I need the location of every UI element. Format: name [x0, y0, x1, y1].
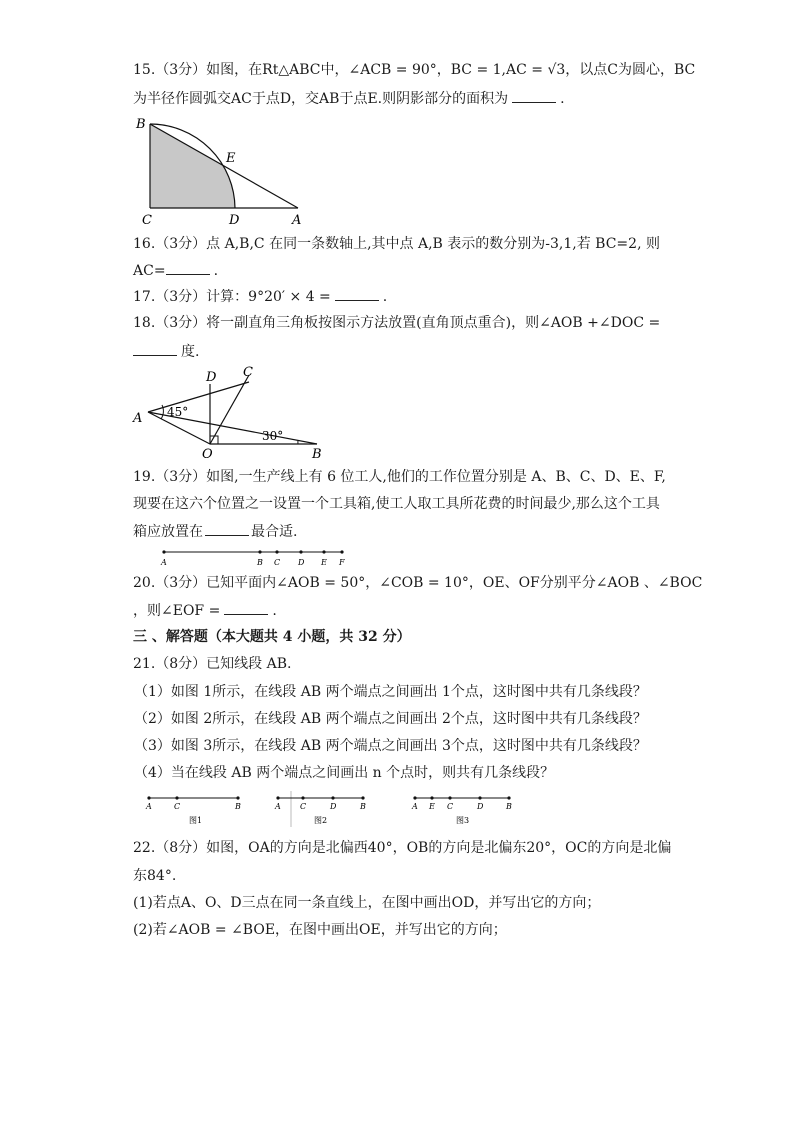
- q21-fig2-label-c: C: [300, 802, 307, 811]
- q22-item-2: (2)若∠AOB = ∠BOE，在图中画出OE，并写出它的方向；: [133, 922, 507, 938]
- q16-answer-blank: [166, 260, 210, 275]
- q18-label-a: A: [133, 411, 143, 426]
- q18-label-b: B: [312, 447, 322, 462]
- q21-fig3-label-e: E: [429, 802, 435, 811]
- q21-fig1-label-b: B: [235, 802, 241, 811]
- q20-answer-blank: [224, 600, 268, 615]
- q15-label-a: A: [292, 213, 302, 228]
- q21-fig3-point-d: [478, 796, 481, 799]
- q17-text: 17.（3分）计算：9°20′ × 4 =: [133, 289, 331, 305]
- q21-fig3-label-d: D: [477, 802, 484, 811]
- q18-angle-arc-a: [161, 405, 163, 419]
- q15-figure: [130, 112, 315, 228]
- q19-line1: 19.（3分）如图,一生产线上有 6 位工人,他们的工作位置分别是 A、B、C、D、E、F,: [133, 469, 666, 485]
- q18-label-d: D: [206, 370, 217, 385]
- q18-line2-text: 度.: [181, 344, 200, 360]
- q19-point-e: [322, 550, 325, 553]
- q21-fig1-point-a: [147, 796, 150, 799]
- q21-fig2-label-d: D: [330, 802, 337, 811]
- q21-fig1-label-a: A: [146, 802, 152, 811]
- q15-label-d: D: [229, 213, 240, 228]
- q21-fig2-label-a: A: [275, 802, 281, 811]
- q22-line2: 东84°.: [133, 868, 177, 884]
- q18-line1: 18.（3分）将一副直角三角板按图示方法放置(直角顶点重合)，则∠AOB +∠DOC =: [133, 315, 661, 331]
- q18-label-45: 45°: [167, 405, 189, 419]
- q16-line2-text: AC=: [133, 263, 166, 279]
- q19-answer-blank: [205, 521, 249, 536]
- q19-label-e: E: [321, 558, 327, 567]
- q15-line1: 15.（3分）如图，在Rt△ABC中，∠ACB = 90°，BC = 1,AC = √3，以点C为圆心，BC: [133, 62, 696, 78]
- q21-fig3-label-b: B: [506, 802, 512, 811]
- q21-item-4: （4）当在线段 AB 两个端点之间画出 n 个点时，则共有几条线段？: [134, 765, 555, 781]
- q21-fig2-caption: 图2: [314, 816, 328, 825]
- q21-figure-2: [274, 796, 366, 825]
- q21-fig2-point-d: [331, 796, 334, 799]
- q22-item-1: (1)若点A、O、D三点在同一条直线上，在图中画出OD，并写出它的方向；: [133, 895, 601, 911]
- q19-line3-text: 箱应放置在: [133, 524, 203, 540]
- q15-line2-text: 为半径作圆弧交AC于点D，交AB于点E.则阴影部分的面积为: [133, 91, 509, 107]
- q21-fig3-point-e: [430, 796, 433, 799]
- q18-label-30: 30°: [262, 429, 284, 443]
- q20-line1: 20.（3分）已知平面内∠AOB = 50°，∠COB = 10°，OE、OF分别平分∠AOB 、∠BOC: [133, 575, 703, 591]
- q22-line1: 22.（8分）如图，OA的方向是北偏西40°，OB的方向是北偏东20°，OC的方向是北偏: [133, 840, 672, 856]
- q17-answer-blank: [335, 286, 379, 301]
- q21-figure-1: [145, 796, 241, 825]
- q15-label-b: B: [136, 117, 146, 132]
- q21-fig3-caption: 图3: [456, 816, 470, 825]
- q15-label-e: E: [226, 151, 236, 166]
- q15-label-c: C: [142, 213, 152, 228]
- q16-line1: 16.（3分）点 A,B,C 在同一条数轴上,其中点 A,B 表示的数分别为-3,1,若 BC=2, 则: [133, 236, 660, 252]
- q21-fig2-point-b: [361, 796, 364, 799]
- q21-fig1-point-c: [175, 796, 178, 799]
- q19-point-f: [340, 550, 343, 553]
- q19-point-b: [258, 550, 261, 553]
- q19-figure: [158, 546, 348, 570]
- q18-line2: [133, 341, 199, 362]
- q21-fig1-point-b: [236, 796, 239, 799]
- q15-answer-blank: [512, 88, 556, 103]
- q18-answer-blank: [133, 341, 177, 356]
- q19-point-a: [162, 550, 165, 553]
- q19-label-b: B: [257, 558, 263, 567]
- q21-fig2-label-b: B: [360, 802, 366, 811]
- q18-label-o: O: [202, 447, 213, 462]
- q21-head: 21.（8分）已知线段 AB.: [133, 656, 292, 672]
- q15-line2: [133, 88, 565, 109]
- q16-period: .: [213, 263, 219, 279]
- q21-fig1-label-c: C: [174, 802, 181, 811]
- q19-point-c: [275, 550, 278, 553]
- q19-label-a: A: [161, 558, 167, 567]
- q18-label-c: C: [243, 365, 253, 380]
- q21-fig3-label-a: A: [412, 802, 418, 811]
- q21-figures: [135, 789, 535, 829]
- q19-point-d: [299, 550, 302, 553]
- q20-period: .: [272, 603, 277, 619]
- q15-shaded-region: [150, 124, 235, 208]
- section-3-heading: 三 、解答题（本大题共 4 小题，共 32 分）: [133, 629, 411, 645]
- q19-label-c: C: [274, 558, 281, 567]
- q15-period: .: [560, 91, 565, 107]
- q21-fig3-label-c: C: [447, 802, 454, 811]
- q21-figure-3: [411, 796, 512, 825]
- q19-label-d: D: [298, 558, 305, 567]
- q18-figure: [130, 364, 330, 462]
- q20-line2-text: ，则∠EOF =: [133, 603, 221, 619]
- q19-line3: [133, 521, 297, 542]
- q21-fig3-point-a: [413, 796, 416, 799]
- q21-fig3-point-b: [507, 796, 510, 799]
- q21-fig3-point-c: [448, 796, 451, 799]
- q19-label-f: F: [339, 558, 345, 567]
- q21-fig1-caption: 图1: [189, 816, 203, 825]
- q21-fig2-point-c: [301, 796, 304, 799]
- q19-line3-end: 最合适.: [251, 524, 298, 540]
- q16-line2: [133, 260, 218, 281]
- q18-line-oc: [210, 375, 249, 444]
- q21-fig2-point-a: [276, 796, 279, 799]
- q21-item-3: （3）如图 3所示，在线段 AB 两个端点之间画出 3个点，这时图中共有几条线段？: [134, 738, 647, 754]
- q20-line2: [133, 600, 277, 621]
- q21-item-1: （1）如图 1所示，在线段 AB 两个端点之间画出 1个点，这时图中共有几条线段？: [134, 684, 647, 700]
- q17-line: [133, 286, 387, 307]
- q21-item-2: （2）如图 2所示，在线段 AB 两个端点之间画出 2个点，这时图中共有几条线段？: [134, 711, 647, 727]
- q17-period: .: [382, 289, 388, 305]
- q19-line2: 现要在这六个位置之一设置一个工具箱,使工人取工具所花费的时间最少,那么这个工具: [133, 496, 660, 512]
